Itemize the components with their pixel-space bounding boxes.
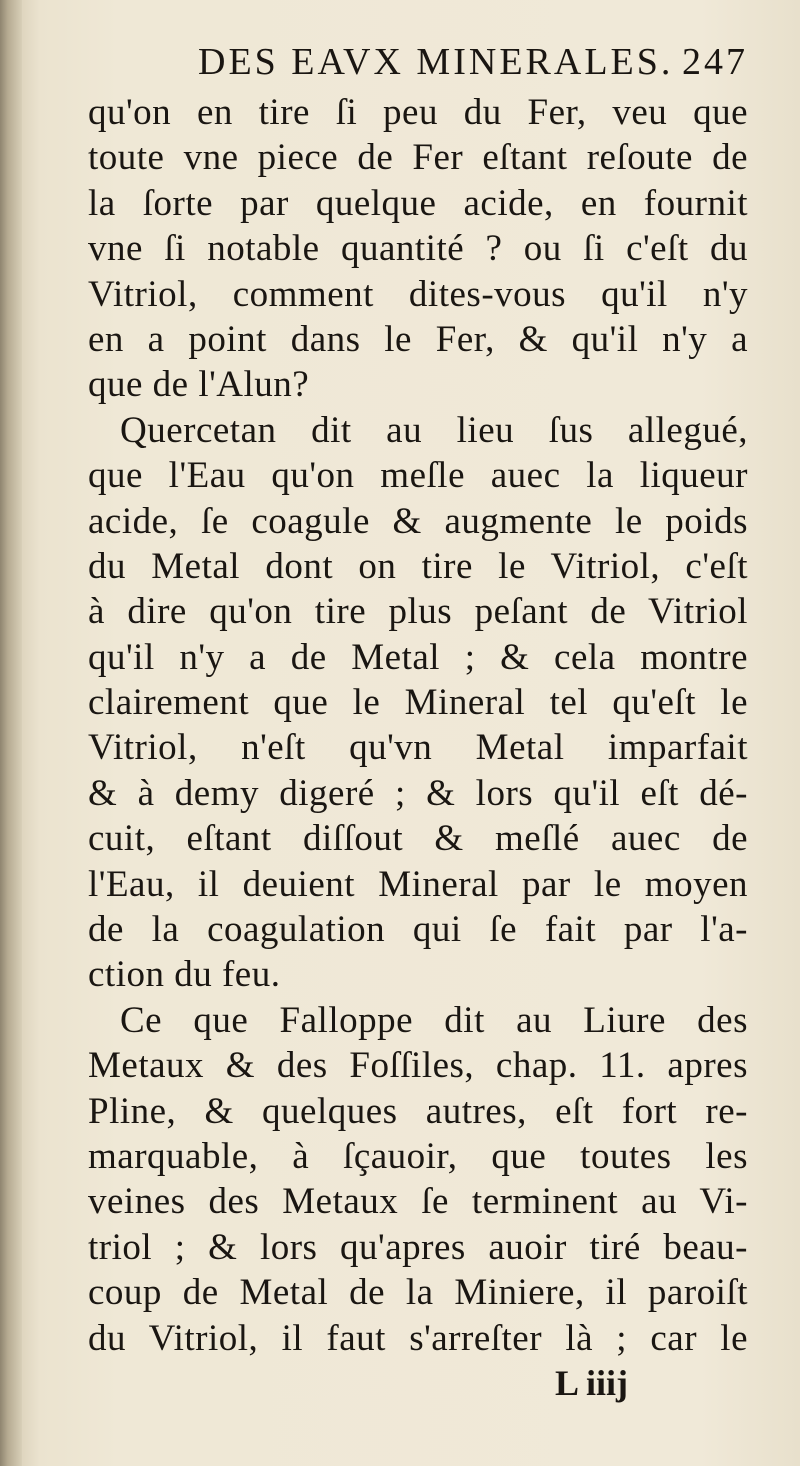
text-line: à dire qu'on tire plus peſant de Vitriol [88, 591, 748, 633]
paragraph-2 [88, 408, 748, 998]
text-line: Vitriol, comment dites-vous qu'il n'y [88, 273, 748, 315]
running-title: DES EAVX MINERALES. [198, 41, 674, 83]
text-line: cuit, eſtant diſſout & meſlé auec de [88, 818, 748, 860]
text-line: Ce que Falloppe dit au Liure des [120, 999, 748, 1041]
page-number: 247 [682, 41, 748, 83]
text-line: du Vitriol, il faut s'arreſter là ; car le [88, 1317, 748, 1359]
text-line: en a point dans le Fer, & qu'il n'y a [88, 318, 748, 360]
paragraph-1 [88, 90, 748, 408]
text-line: l'Eau, il deuient Mineral par le moyen [88, 863, 748, 905]
text-line: & à demy digeré ; & lors qu'il eſt dé- [88, 772, 748, 814]
text-line: Metaux & des Foſſiles, chap. 11. apres [88, 1045, 748, 1087]
book-gutter [0, 0, 22, 1466]
text-line: la ſorte par quelque acide, en fournit [88, 182, 748, 224]
text-line: ction du feu. [88, 954, 281, 996]
text-line: toute vne piece de Fer eſtant reſoute de [88, 137, 748, 179]
text-line: Quercetan dit au lieu ſus allegué, [120, 409, 748, 451]
signature-mark: L iiij [554, 1362, 628, 1403]
text-line: veines des Metaux ſe terminent au Vi- [88, 1181, 748, 1223]
text-line: coup de Metal de la Miniere, il paroiſt [88, 1272, 748, 1314]
text-line: qu'on en tire ſi peu du Fer, veu que [88, 92, 748, 133]
paragraph-3 [88, 998, 748, 1361]
page-text [88, 40, 748, 1406]
text-line: vne ſi notable quantité ? ou ſi c'eſt du [88, 228, 748, 270]
text-line: du Metal dont on tire le Vitriol, c'eſt [88, 545, 748, 587]
running-head [88, 40, 748, 90]
text-line: qu'il n'y a de Metal ; & cela montre [88, 636, 748, 678]
text-line: que de l'Alun? [88, 364, 310, 406]
text-line: que l'Eau qu'on meſle auec la liqueur [88, 455, 748, 497]
text-line: acide, ſe coagule & augmente le poids [88, 500, 748, 542]
text-line: Vitriol, n'eſt qu'vn Metal imparfait [88, 727, 748, 769]
text-line: de la coagulation qui ſe fait par l'a- [88, 909, 748, 951]
text-line: Pline, & quelques autres, eſt fort re- [88, 1090, 748, 1132]
text-line: triol ; & lors qu'apres auoir tiré beau- [88, 1226, 748, 1268]
text-line: marquable, à ſçauoir, que toutes les [88, 1135, 748, 1177]
text-line: clairement que le Mineral tel qu'eſt le [88, 682, 748, 724]
